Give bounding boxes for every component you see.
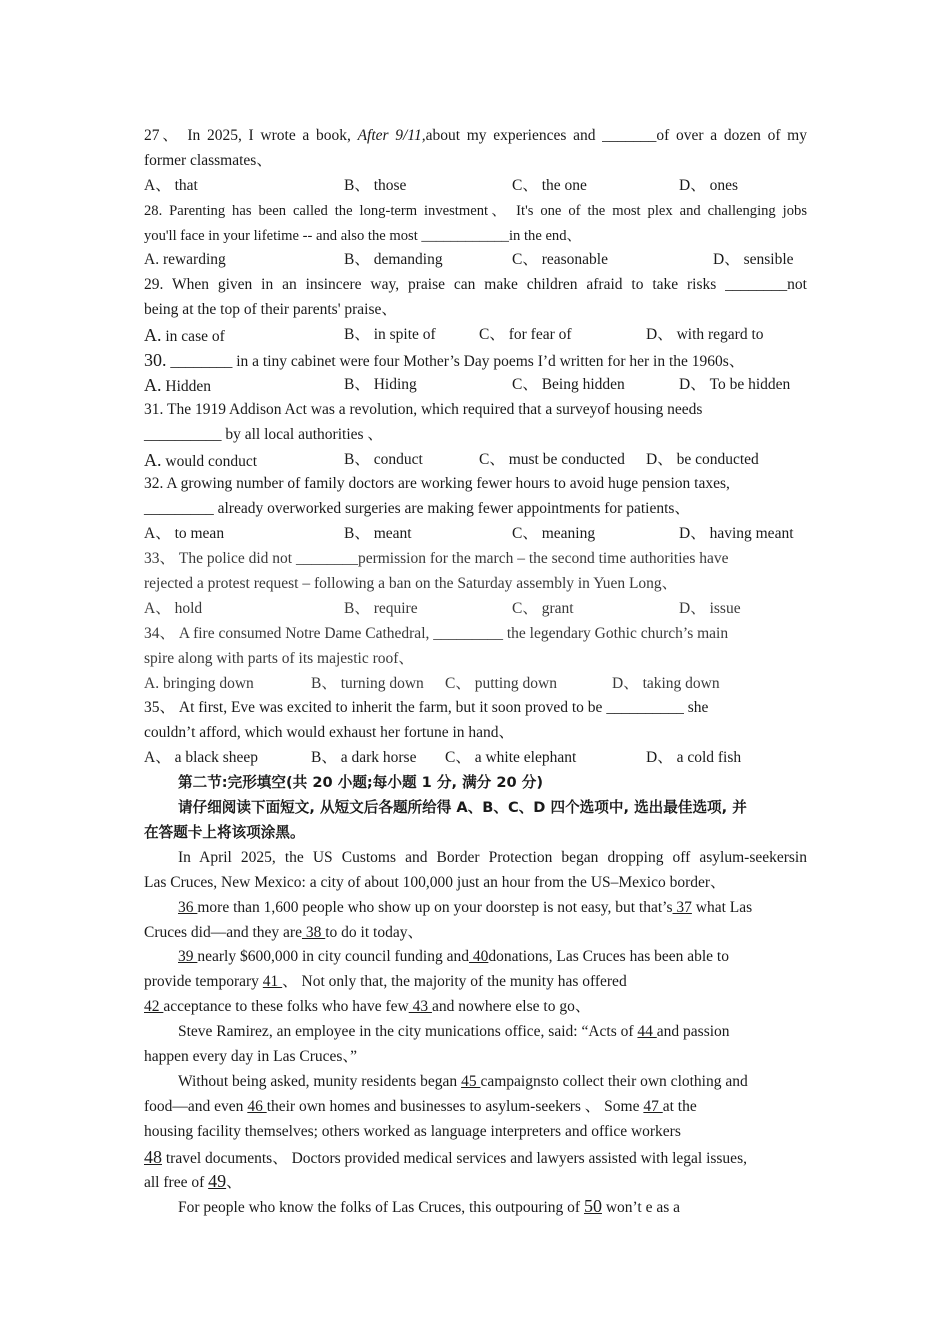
option-a[interactable]: A、 a black sheep — [144, 749, 259, 767]
option-c[interactable]: C、 putting down — [445, 674, 557, 692]
blank-36[interactable]: 36 — [178, 898, 198, 916]
passage-text: Without being asked, munity residents began — [178, 1072, 462, 1090]
passage-p1-line-2: Las Cruces, New Mexico: a city of about 100,000 just an hour from the US–Mexico border、 — [144, 873, 726, 891]
passage-p5-line-1 — [144, 1070, 807, 1095]
question-33-options — [144, 597, 807, 622]
option-b[interactable]: B、 meant — [344, 525, 412, 543]
option-a[interactable]: A、 that — [144, 176, 198, 194]
option-text: Hidden — [161, 377, 212, 395]
blank-42[interactable]: 42 — [144, 998, 164, 1016]
option-d[interactable]: D、 having meant — [679, 525, 794, 543]
passage-text: at the — [662, 1097, 697, 1115]
passage-text: more than 1,600 people who show up on your doorstep is not easy, but that’s — [197, 898, 673, 916]
question-28-line-1: 28. Parenting has been called the long-term investment、 It's one of the most plex and challenging jobs — [144, 202, 807, 219]
option-d[interactable]: D、 issue — [679, 599, 741, 617]
question-number: 30. — [144, 350, 167, 371]
question-27-text: 27、 In 2025, I wrote a book, — [144, 127, 358, 144]
question-31-line-1: 31. The 1919 Addison Act was a revolution, which required that a surveyof housing needs — [144, 400, 703, 418]
passage-p3-line-3 — [144, 995, 807, 1020]
passage-text: For people who know the folks of Las Cruces, this outpouring of — [178, 1199, 584, 1217]
option-a[interactable] — [144, 323, 225, 350]
passage-text: 、 Not only that, the majority of the munity has offered — [282, 973, 627, 991]
passage-text: and nowhere else to go、 — [431, 998, 591, 1016]
blank-47[interactable]: 47 — [643, 1097, 663, 1115]
passage-p3-line-2 — [144, 970, 807, 995]
passage-p5-line-4 — [144, 1145, 807, 1170]
passage-text: to do it today、 — [325, 923, 423, 941]
passage-text: nearly $600,000 in city council funding and — [197, 948, 469, 966]
passage-text: campaignsto collect their own clothing and — [480, 1072, 748, 1090]
option-a[interactable] — [144, 448, 257, 475]
passage-text: their own homes and businesses to asylum-seekers 、 Some — [266, 1097, 644, 1115]
blank-45[interactable]: 45 — [461, 1072, 481, 1090]
passage-text: donations, Las Cruces has been able to — [488, 948, 729, 966]
passage-p1-line-1: In April 2025, the US Customs and Border Protection began dropping off asylum-seekersin — [178, 848, 807, 866]
option-c[interactable]: C、 the one — [512, 176, 587, 194]
option-text: would conduct — [161, 452, 258, 470]
passage-text: acceptance to these folks who have few — [163, 998, 409, 1016]
option-b[interactable]: B、 in spite of — [344, 326, 436, 344]
blank-44[interactable]: 44 — [637, 1023, 657, 1041]
passage-text: all free of — [144, 1174, 209, 1192]
option-a[interactable]: A. bringing down — [144, 674, 254, 692]
question-27-line-1 — [144, 124, 807, 149]
passage-p4-line-2: happen every day in Las Cruces、” — [144, 1047, 358, 1065]
option-b[interactable]: B、 those — [344, 176, 407, 194]
section-2-instructions-line-2: 在答题卡上将该项涂黑。 — [144, 823, 305, 841]
question-27-text-cont: about my experiences and _______of over a dozen of my — [425, 127, 807, 144]
option-c[interactable]: C、 grant — [512, 599, 574, 617]
passage-text: Cruces did—and they are — [144, 923, 302, 941]
question-31-options — [144, 448, 807, 473]
section-2-instructions-line-1: 请仔细阅读下面短文, 从短文后各题所给得 A、B、C、D 四个选项中, 选出最佳选项, 并 — [178, 799, 747, 817]
passage-text: what Las — [691, 898, 753, 916]
question-32-options — [144, 522, 807, 547]
option-c[interactable]: C、 reasonable — [512, 251, 608, 269]
option-letter: A. — [144, 449, 162, 470]
blank-49[interactable]: 49 — [208, 1171, 227, 1192]
question-35-options — [144, 746, 807, 771]
option-a[interactable]: A. rewarding — [144, 251, 226, 269]
option-d[interactable]: D、 sensible — [713, 251, 794, 269]
option-letter: A. — [144, 325, 162, 346]
question-32-line-2: _________ already overworked surgeries are making fewer appointments for patients、 — [144, 500, 690, 518]
question-34-line-2: spire along with parts of its majestic roof、 — [144, 649, 414, 667]
question-29-line-2: being at the top of their parents' praise、 — [144, 301, 397, 319]
passage-p5-line-2 — [144, 1095, 807, 1120]
option-d[interactable]: D、 taking down — [612, 674, 720, 692]
option-d[interactable]: D、 To be hidden — [679, 375, 791, 393]
question-35-line-2: couldn’t afford, which would exhaust her fortune in hand、 — [144, 724, 515, 742]
option-a[interactable]: A、 to mean — [144, 525, 225, 543]
passage-text: 、 — [226, 1174, 242, 1192]
question-30-text: ________ in a tiny cabinet were four Mother’s Day poems I’d written for her in the 1960s、 — [166, 353, 745, 371]
passage-p6-line-1 — [144, 1194, 807, 1219]
option-b[interactable]: B、 demanding — [344, 251, 443, 269]
exam-page — [144, 124, 807, 1219]
option-d[interactable]: D、 be conducted — [646, 450, 759, 468]
question-29-line-1: 29. When given in an insincere way, praise can make children afraid to take risks ________not — [144, 276, 807, 294]
option-b[interactable]: B、 conduct — [344, 450, 423, 468]
blank-50[interactable]: 50 — [583, 1196, 602, 1217]
book-title: After 9/11, — [357, 127, 426, 144]
option-b[interactable]: B、 turning down — [311, 674, 424, 692]
question-34-line-1: 34、 A fire consumed Notre Dame Cathedral, _________ the legendary Gothic church’s main — [144, 624, 729, 642]
question-29-options — [144, 323, 807, 348]
question-33-line-1: 33、 The police did not ________permission for the march – the second time authorities have — [144, 550, 729, 568]
option-letter: A. — [144, 374, 162, 395]
passage-p3-line-1 — [144, 945, 807, 970]
question-27-options — [144, 174, 807, 199]
question-34-options — [144, 672, 807, 697]
section-2-title: 第二节:完形填空(共 20 小题;每小题 1 分, 满分 20 分) — [178, 774, 543, 792]
blank-40[interactable]: 40 — [469, 948, 489, 966]
blank-38[interactable]: 38 — [301, 923, 326, 941]
blank-46[interactable]: 46 — [247, 1097, 267, 1115]
passage-text: won’t e as a — [601, 1199, 681, 1217]
option-b[interactable]: B、 a dark horse — [311, 749, 417, 767]
passage-p4-line-1 — [144, 1020, 807, 1045]
question-30-line-1 — [144, 348, 807, 373]
passage-text: provide temporary — [144, 973, 263, 991]
option-text: in case of — [161, 328, 225, 346]
passage-p2-line-1 — [144, 896, 807, 921]
blank-41[interactable]: 41 — [262, 973, 283, 991]
option-a[interactable] — [144, 373, 211, 400]
option-c[interactable]: C、 meaning — [512, 525, 596, 543]
question-33-line-2: rejected a protest request – following a ban on the Saturday assembly in Yuen Long、 — [144, 575, 678, 593]
question-30-options — [144, 373, 807, 398]
option-c[interactable]: C、 must be conducted — [479, 450, 625, 468]
question-35-line-1: 35、 At first, Eve was excited to inherit the farm, but it soon proved to be __________ she — [144, 699, 709, 717]
option-d[interactable]: D、 ones — [679, 176, 738, 194]
passage-p5-line-3: housing facility themselves; others worked as language interpreters and office workers — [144, 1122, 681, 1140]
blank-37[interactable]: 37 — [672, 898, 692, 916]
passage-text: travel documents、 Doctors provided medical services and lawyers assisted with legal issues, — [162, 1149, 747, 1167]
option-c[interactable]: C、 a white elephant — [445, 749, 577, 767]
passage-p5-line-5 — [144, 1169, 807, 1194]
option-d[interactable]: D、 with regard to — [646, 326, 764, 344]
option-b[interactable]: B、 Hiding — [344, 375, 417, 393]
option-c[interactable]: C、 Being hidden — [512, 375, 625, 393]
passage-text: food—and even — [144, 1097, 248, 1115]
option-d[interactable]: D、 a cold fish — [646, 749, 742, 767]
option-c[interactable]: C、 for fear of — [479, 326, 572, 344]
question-31-line-2: __________ by all local authorities 、 — [144, 425, 383, 443]
blank-43[interactable]: 43 — [408, 998, 432, 1016]
option-a[interactable]: A、 hold — [144, 599, 203, 617]
option-b[interactable]: B、 require — [344, 599, 418, 617]
blank-48[interactable]: 48 — [144, 1146, 162, 1167]
passage-text: Steve Ramirez, an employee in the city munications office, said: “Acts of — [178, 1023, 638, 1041]
passage-p2-line-2 — [144, 921, 807, 946]
question-27-line-2: former classmates、 — [144, 151, 272, 169]
blank-39[interactable]: 39 — [178, 948, 198, 966]
question-32-line-1: 32. A growing number of family doctors are working fewer hours to avoid huge pension taxes, — [144, 475, 730, 493]
passage-text: and passion — [656, 1023, 730, 1041]
question-28-line-2: you'll face in your lifetime -- and also the most ____________in the end、 — [144, 227, 582, 244]
question-28-options — [144, 248, 807, 273]
